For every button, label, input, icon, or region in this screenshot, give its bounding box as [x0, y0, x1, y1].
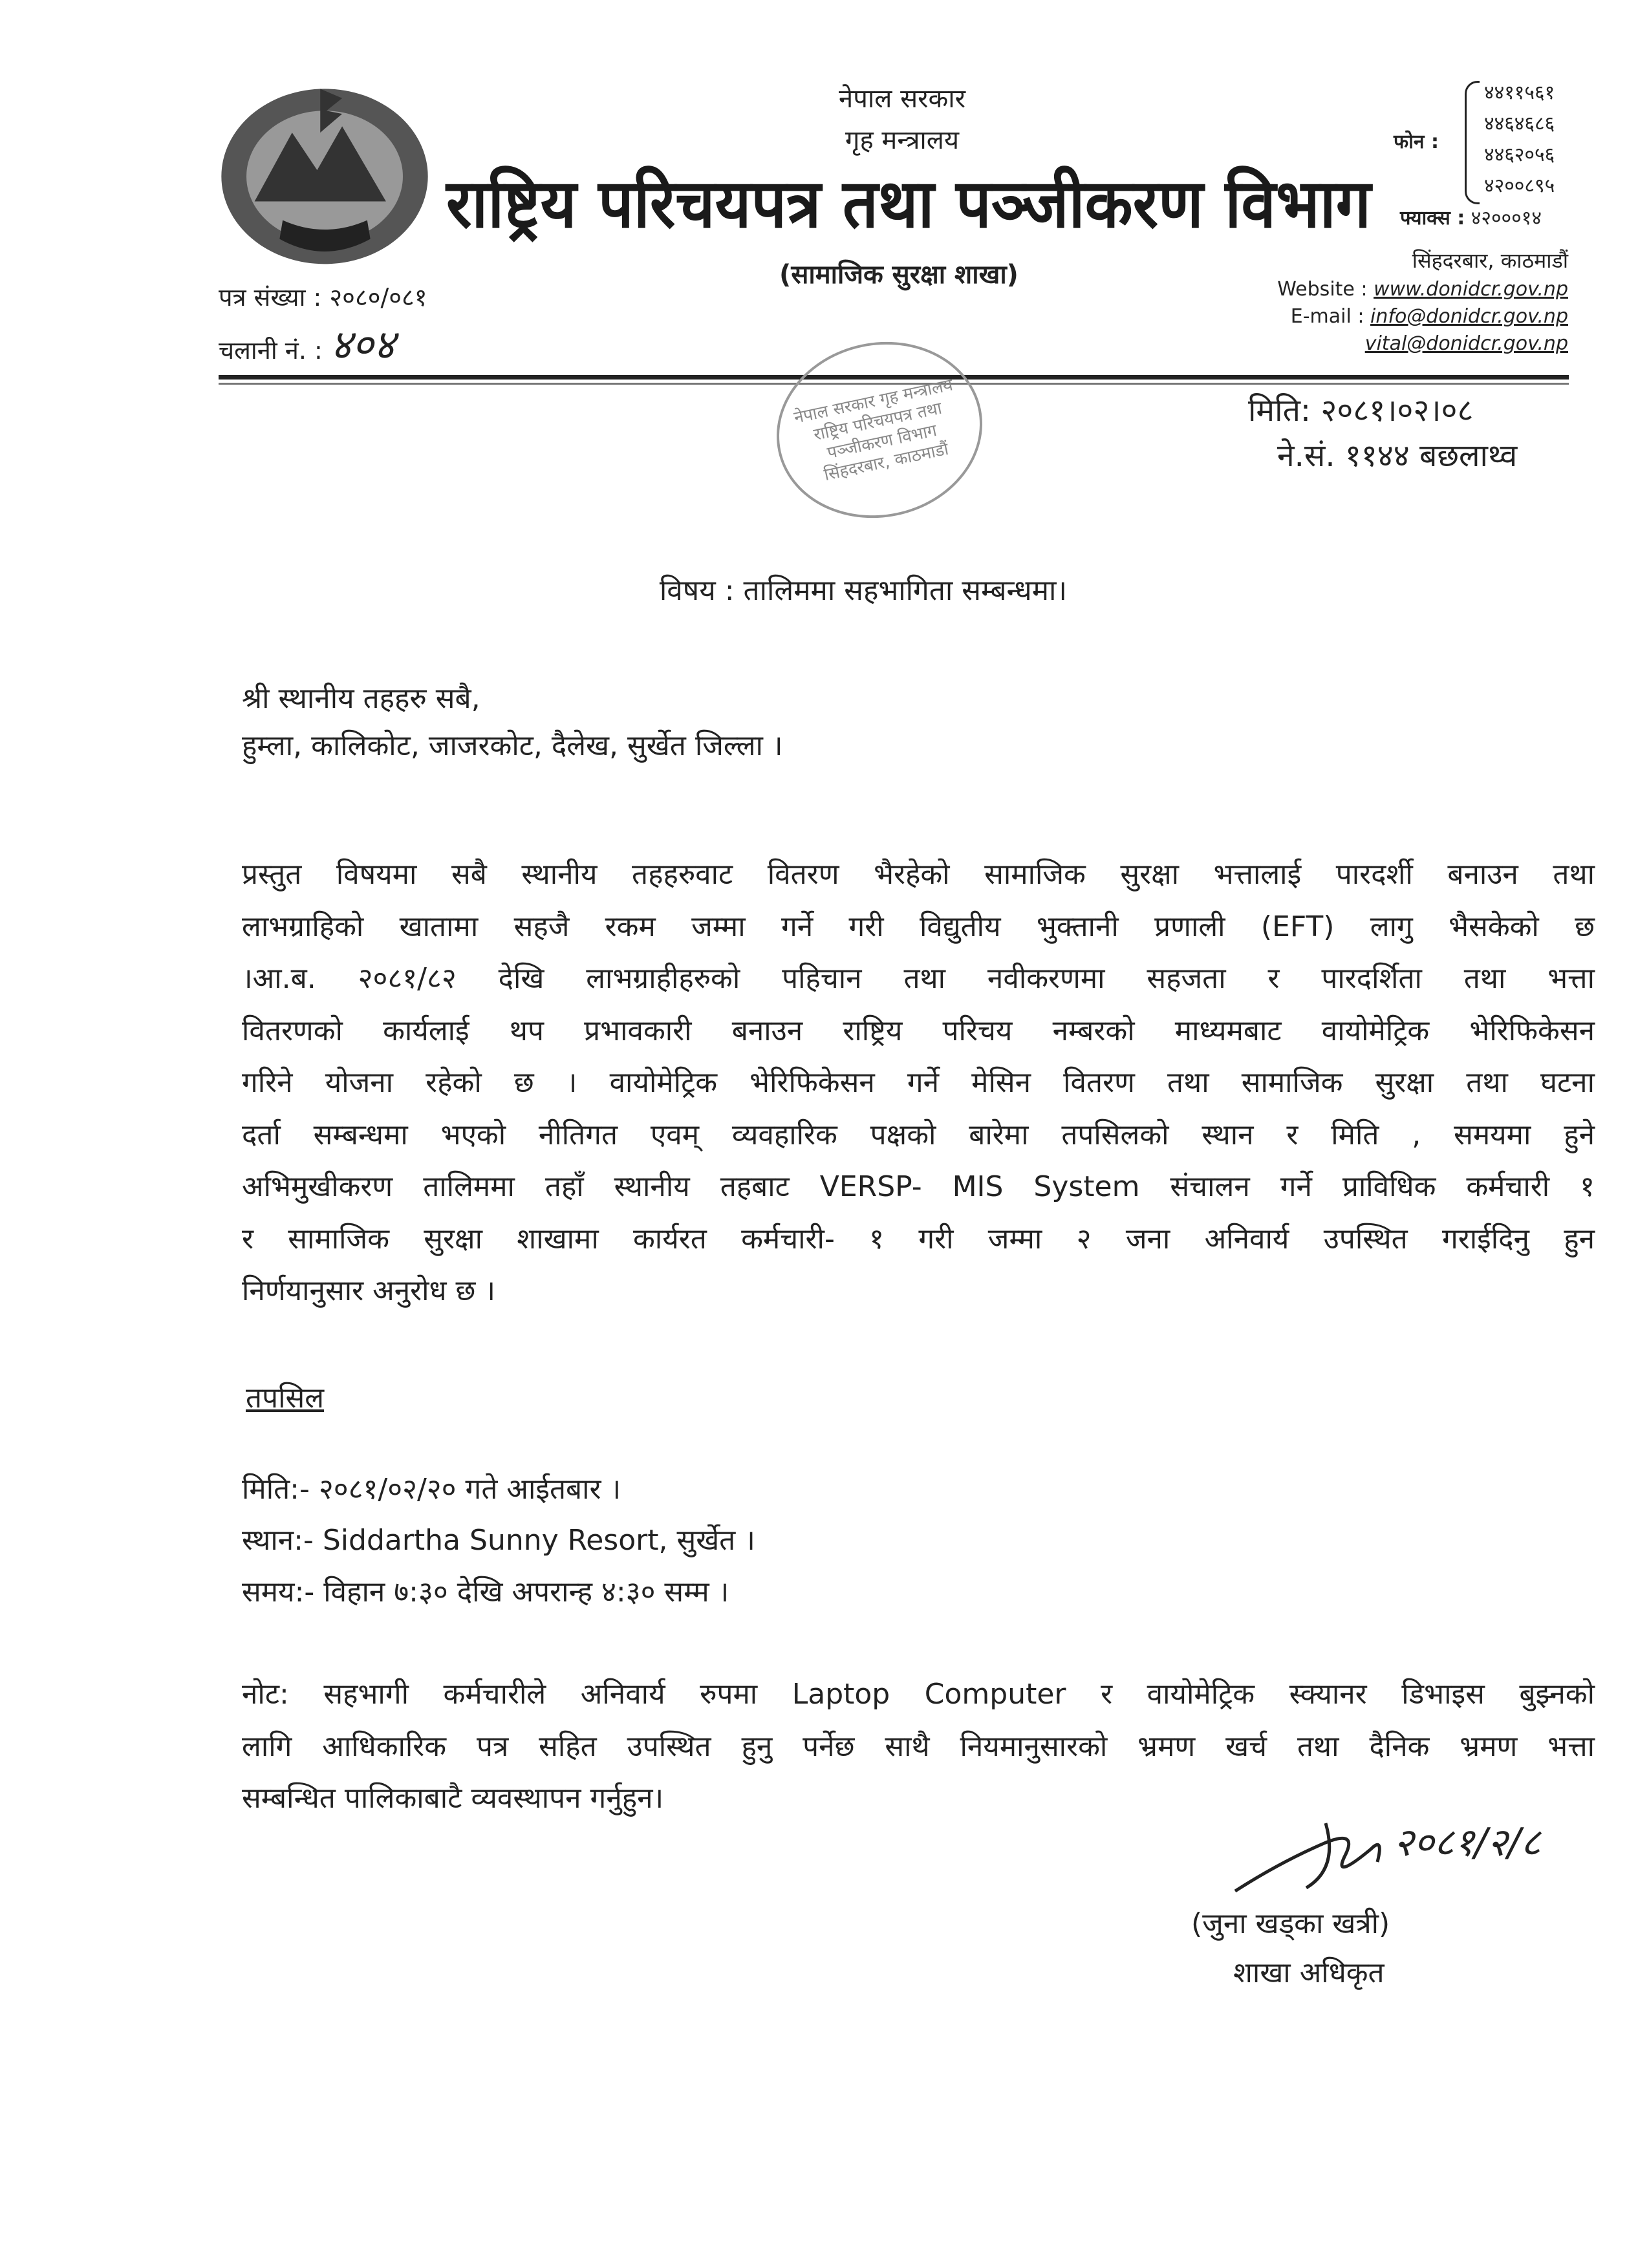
body-paragraph: [242, 849, 1595, 1318]
office-stamp: नेपाल सरकार गृह मन्त्रालय राष्ट्रिय परिचयपत्र तथा पञ्जीकरण विभाग सिंहदरबार, काठमाडौं: [760, 323, 998, 537]
body-line: गरिने योजना रहेको छ । वायोमेट्रिक भेरिफिकेसन गर्ने मेसिन वितरण तथा सामाजिक सुरक्षा तथा घटना: [242, 1066, 1595, 1099]
government-name: नेपाल सरकार: [839, 84, 965, 114]
body-line: वितरणको कार्यलाई थप प्रभावकारी बनाउन राष्ट्रिय परिचय नम्बरको माध्यमबाट वायोमेट्रिक भेरिफिकेसन: [242, 1014, 1595, 1047]
body-line: प्रस्तुत विषयमा सबै स्थानीय तहहरुवाट वितरण भैरहेको सामाजिक सुरक्षा भत्तालाई पारदर्शी बनाउन तथा: [242, 858, 1595, 891]
letter-date: मिति: २०८१।०२।०८: [1248, 392, 1474, 429]
body-line: दर्ता सम्बन्धमा भएको नीतिगत एवम् व्यवहारिक पक्षको बारेमा तपसिलको स्थान र मिति , समयमा हुने: [242, 1118, 1595, 1151]
signatory-name: (जुना खड्का खत्री): [1191, 1907, 1390, 1940]
ministry-name: गृह मन्त्रालय: [845, 125, 960, 155]
website-link[interactable]: www.donidcr.gov.np: [1374, 278, 1568, 301]
body-line: निर्णयानुसार अनुरोध छ ।: [242, 1274, 496, 1307]
fax-label: फ्याक्स :: [1400, 207, 1465, 230]
brace: [1465, 81, 1480, 204]
phone-number: ४२००८९५: [1484, 175, 1555, 197]
phone-list: [1484, 78, 1555, 202]
body-line: लाभग्राहिको खातामा सहजै रकम जम्मा गर्ने गरी विद्युतीय भुक्तानी प्रणाली (EFT) लागु भैसकेको छ: [242, 910, 1595, 943]
signatory-designation: शाखा अधिकृत: [1233, 1956, 1385, 1989]
phone-label: फोन :: [1394, 131, 1439, 153]
section-name: (सामाजिक सुरक्षा शाखा): [779, 260, 1018, 290]
details-venue: स्थान:- Siddartha Sunny Resort, सुर्खेत ।: [242, 1524, 755, 1557]
phone-number: ४४६४६८६: [1484, 112, 1555, 135]
fax-number: ४२०००१४: [1471, 207, 1542, 230]
website-label: Website :: [1277, 278, 1368, 301]
body-line: र सामाजिक सुरक्षा शाखामा कार्यरत कर्मचारी- १ गरी जम्मा २ जना अनिवार्य उपस्थित गराईदिनु हुन: [242, 1222, 1595, 1256]
dispatch-label: चलानी नं. :: [219, 336, 323, 365]
government-emblem: [213, 76, 436, 270]
email-label: E-mail :: [1290, 305, 1364, 328]
nepal-sambat-date: ने.सं. ११४४ बछलाथ्व: [1277, 438, 1518, 474]
letter-no-label: पत्र संख्या :: [219, 283, 322, 312]
address: सिंहदरबार, काठमाडौं: [1412, 248, 1568, 273]
note-line: सम्बन्धित पालिकाबाटै व्यवस्थापन गर्नुहुन।: [242, 1782, 664, 1815]
note-line: नोट: सहभागी कर्मचारीले अनिवार्य रुपमा Laptop Computer र वायोमेट्रिक स्क्यानर डिभाइस बुझ्नको: [242, 1678, 1595, 1711]
recipient-line2: हुम्ला, कालिकोट, जाजरकोट, दैलेख, सुर्खेत जिल्ला ।: [242, 729, 783, 762]
details-time: समय:- विहान ७:३० देखि अपरान्ह ४:३० सम्म ।: [242, 1576, 729, 1609]
department-title: राष्ट्रिय परिचयपत्र तथा पञ्जीकरण विभाग: [446, 164, 1371, 243]
body-line: अभिमुखीकरण तालिममा तहाँ स्थानीय तहबाट VERSP- MIS System संचालन गर्ने प्राविधिक कर्मचारी १: [242, 1170, 1595, 1203]
signature: [1229, 1810, 1541, 1901]
details-heading: तपसिल: [246, 1382, 325, 1415]
note-line: लागि आधिकारिक पत्र सहित उपस्थित हुनु पर्नेछ साथै नियमानुसारको भ्रमण खर्च तथा दैनिक भ्रमण भत्ता: [242, 1729, 1595, 1763]
subject: विषय : तालिममा सहभागिता सम्बन्धमा।: [659, 574, 1068, 607]
email-link-vital[interactable]: vital@donidcr.gov.np: [1364, 332, 1568, 355]
signature-date: २०८१/२/८: [1394, 1820, 1541, 1865]
dispatch-no: ४०४: [330, 321, 395, 369]
body-line: ।आ.ब. २०८१/८२ देखि लाभग्राहीहरुको पहिचान तथा नवीकरणमा सहजता र पारदर्शिता तथा भत्ता: [242, 962, 1595, 995]
recipient-line1: श्री स्थानीय तहहरु सबै,: [242, 682, 480, 715]
letter-no: २०८०/०८१: [329, 283, 427, 312]
phone-number: ४४११५६१: [1484, 81, 1555, 104]
email-link-info[interactable]: info@donidcr.gov.np: [1370, 305, 1568, 328]
phone-number: ४४६२०५६: [1484, 144, 1555, 166]
details-date: मिति:- २०८१/०२/२० गते आईतबार ।: [242, 1473, 621, 1506]
note-paragraph: [242, 1669, 1595, 1825]
